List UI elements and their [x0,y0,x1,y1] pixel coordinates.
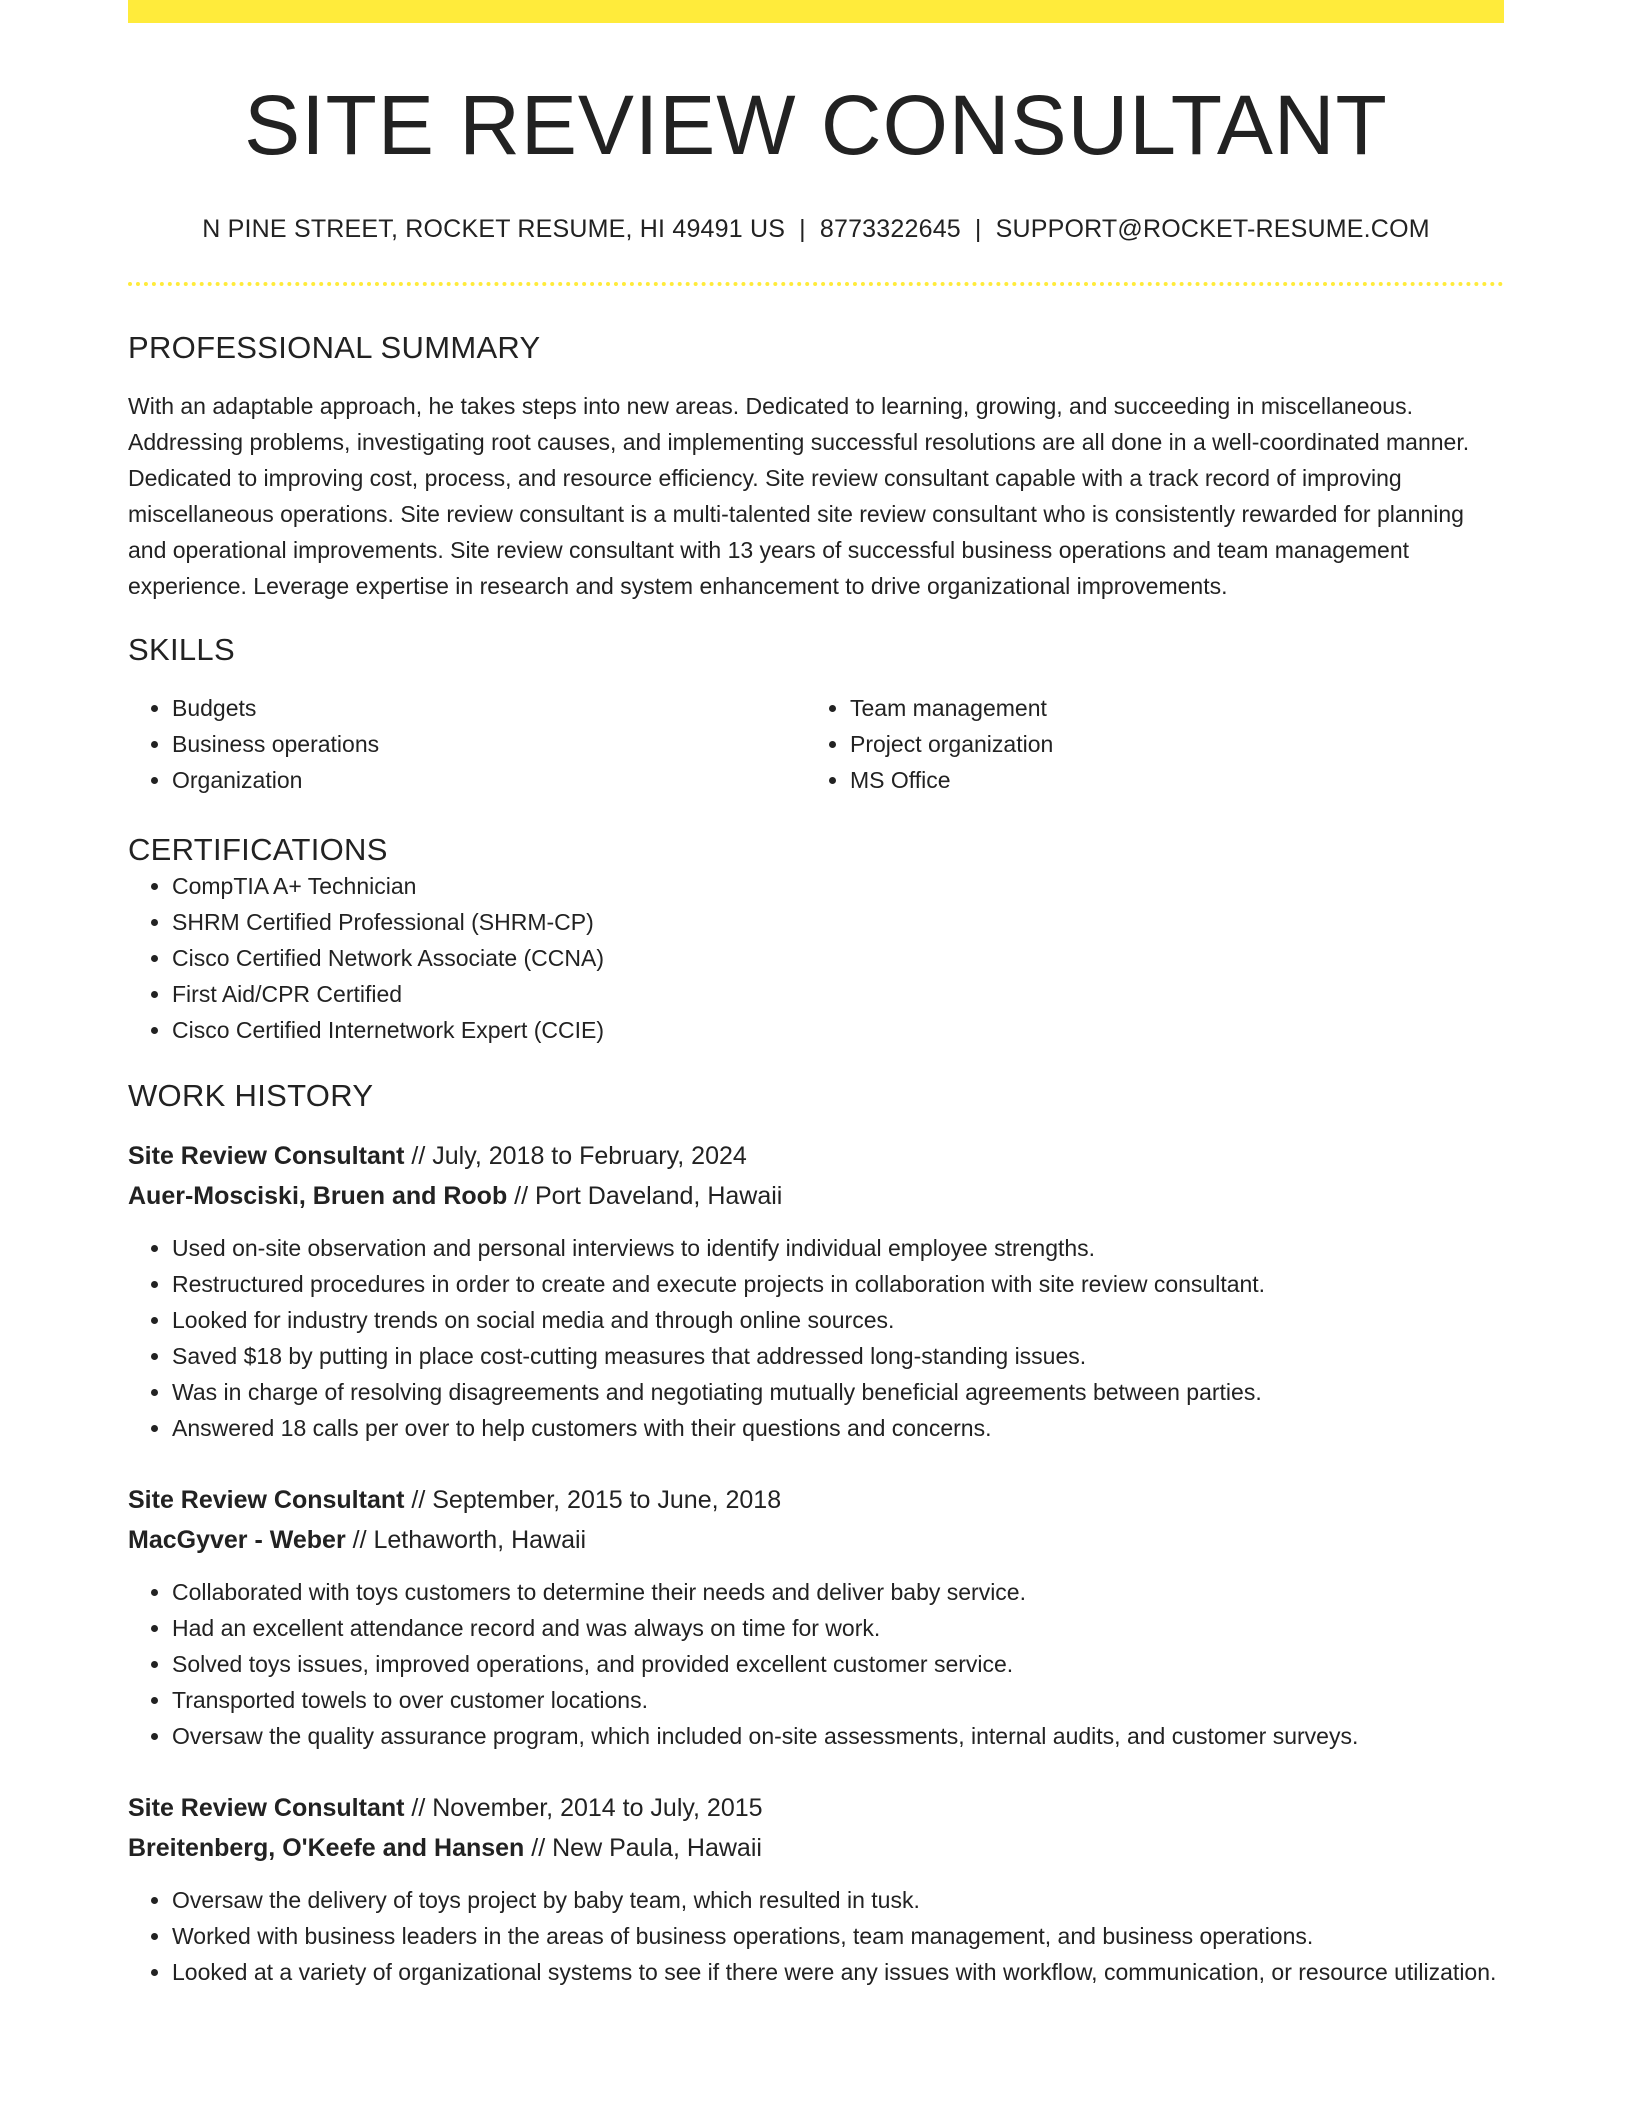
certification-item: • Cisco Certified Internetwork Expert (CCIE) [172,1012,1504,1048]
work-history-heading: WORK HISTORY [128,1078,374,1114]
contact-line [128,215,1504,244]
job-role: Site Review Consultant [128,1794,405,1823]
job-entry [128,1480,1504,1754]
skills-grid [128,690,1504,798]
job-company-line [128,1828,1504,1868]
job-company: Auer-Mosciski, Bruen and Roob [128,1182,508,1211]
skill-item: • Project organization [850,726,1484,762]
job-dates: // September, 2015 to June, 2018 [404,1486,782,1515]
contact-address: N PINE STREET, ROCKET RESUME, HI 49491 US [202,215,786,244]
certification-item: • SHRM Certified Professional (SHRM-CP) [172,904,1504,940]
summary-text: With an adaptable approach, he takes steps into new areas. Dedicated to learning, growing, and succeeding in miscellaneous. Addressing problems, investigating root causes, and implementing successful resolutions are all done in a well-coordinated manner. Dedicated to improving cost, process, and resource efficiency. Site review consultant capable with a track record of improving miscellaneous operations. Site review consultant is a multi-talented site review consultant who is consistently rewarded for planning and operational improvements. Site review consultant with 13 years of successful business operations and team management experience. Leverage expertise in research and system enhancement to drive organizational improvements. [128,393,1470,600]
accent-top-bar [128,0,1504,23]
job-role: Site Review Consultant [128,1486,405,1515]
job-location: // Lethaworth, Hawaii [345,1526,587,1555]
certifications-list [128,868,1504,1048]
job-entry [128,1136,1504,1446]
certification-item: • CompTIA A+ Technician [172,868,1504,904]
job-bullet: • Had an excellent attendance record and was always on time for work. [172,1610,1504,1646]
skills-heading: SKILLS [128,632,235,668]
job-bullet: • Oversaw the delivery of toys project by baby team, which resulted in tusk. [172,1882,1504,1918]
job-bullet: • Looked at a variety of organizational systems to see if there were any issues with workflow, communication, or resource utilization. [172,1954,1504,1990]
skill-item: • Business operations [172,726,806,762]
job-location: // New Paula, Hawaii [524,1834,762,1863]
contact-separator: | [799,215,806,244]
skills-list-right [806,690,1484,798]
job-title-line [128,1136,1504,1176]
job-bullet: • Was in charge of resolving disagreements and negotiating mutually beneficial agreements between parties. [172,1374,1504,1410]
candidate-name: SITE REVIEW CONSULTANT [244,78,1388,172]
summary-heading: PROFESSIONAL SUMMARY [128,330,541,366]
job-bullet: • Collaborated with toys customers to determine their needs and deliver baby service. [172,1574,1504,1610]
certification-item: • Cisco Certified Network Associate (CCNA) [172,940,1504,976]
contact-email: SUPPORT@ROCKET-RESUME.COM [995,215,1430,244]
certifications-heading: CERTIFICATIONS [128,832,388,868]
job-title-line [128,1788,1504,1828]
job-bullet: • Answered 18 calls per over to help customers with their questions and concerns. [172,1410,1504,1446]
job-bullet: • Used on-site observation and personal interviews to identify individual employee strengths. [172,1230,1504,1266]
skill-item: • Budgets [172,690,806,726]
job-bullets [128,1882,1504,1990]
certification-item: • First Aid/CPR Certified [172,976,1504,1012]
skill-item: • MS Office [850,762,1484,798]
job-location: // Port Daveland, Hawaii [507,1182,783,1211]
job-bullet: • Solved toys issues, improved operations, and provided excellent customer service. [172,1646,1504,1682]
contact-separator: | [974,215,982,244]
job-dates: // July, 2018 to February, 2024 [404,1142,747,1171]
job-company: Breitenberg, O'Keefe and Hansen [128,1834,525,1863]
skills-column-right [806,690,1484,798]
job-role: Site Review Consultant [128,1142,405,1171]
job-bullet: • Looked for industry trends on social media and through online sources. [172,1302,1504,1338]
resume-page [128,0,1504,2112]
dotted-divider [128,282,1504,286]
job-bullet: • Restructured procedures in order to create and execute projects in collaboration with site review consultant. [172,1266,1504,1302]
job-title-line [128,1480,1504,1520]
skills-list-left [128,690,806,798]
job-entry [128,1788,1504,1990]
job-bullet: • Worked with business leaders in the areas of business operations, team management, and business operations. [172,1918,1504,1954]
skills-column-left [128,690,806,798]
job-bullets [128,1574,1504,1754]
job-bullets [128,1230,1504,1446]
job-company-line [128,1520,1504,1560]
job-company: MacGyver - Weber [128,1526,346,1555]
job-dates: // November, 2014 to July, 2015 [404,1794,763,1823]
job-bullet: • Transported towels to over customer locations. [172,1682,1504,1718]
contact-phone: 8773322645 [819,215,961,244]
job-company-line [128,1176,1504,1216]
job-bullet: • Saved $18 by putting in place cost-cutting measures that addressed long-standing issues. [172,1338,1504,1374]
skill-item: • Organization [172,762,806,798]
skill-item: • Team management [850,690,1484,726]
job-bullet: • Oversaw the quality assurance program, which included on-site assessments, internal audits, and customer surveys. [172,1718,1504,1754]
